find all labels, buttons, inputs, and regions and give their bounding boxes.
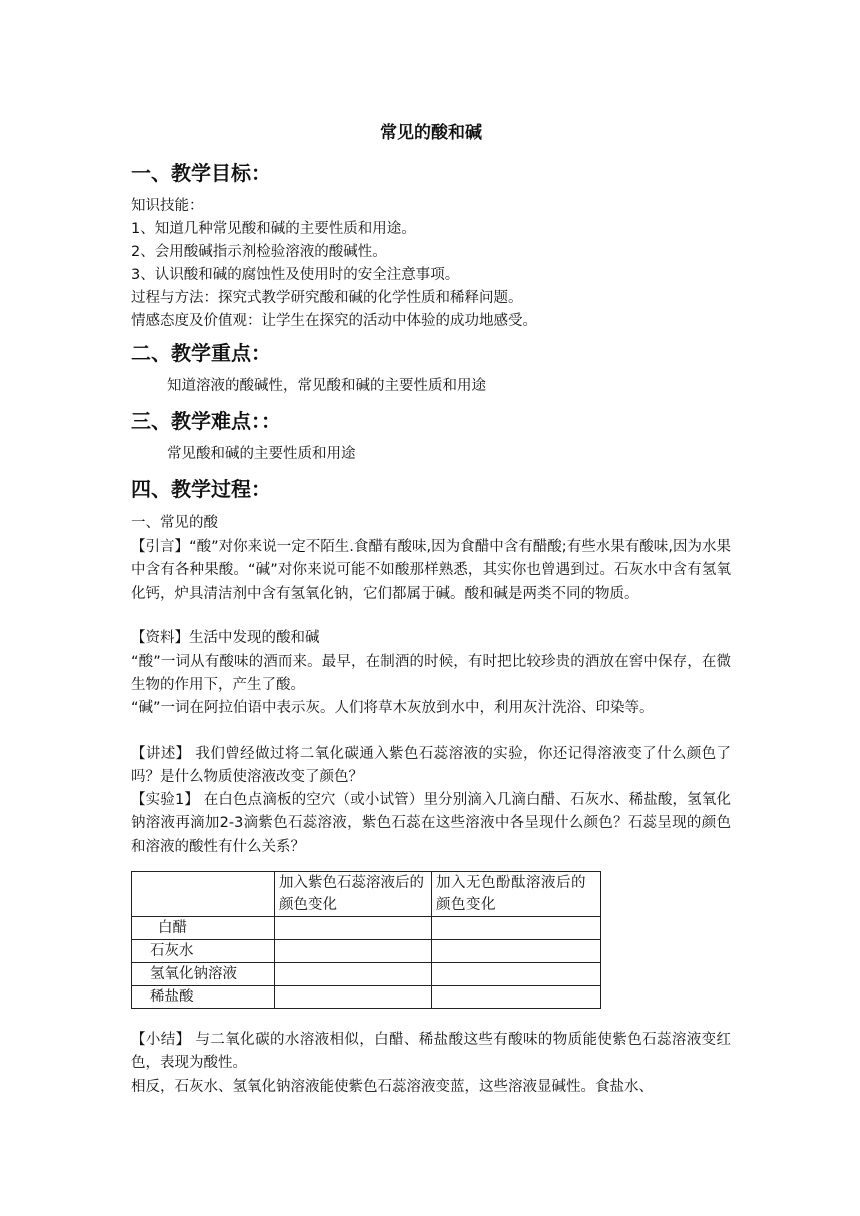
section-process-heading: 四、教学过程： <box>131 477 271 501</box>
table-row-label: 稀盐酸 <box>132 986 275 1009</box>
experiment-table <box>131 871 601 1009</box>
section-difficulties-heading: 三、教学难点：： <box>131 409 281 433</box>
table-row <box>132 940 601 963</box>
difficulties-text: 常见酸和碱的主要性质和用途 <box>167 446 356 462</box>
table-cell <box>432 986 601 1009</box>
table-header-row <box>132 872 601 917</box>
objective-line: 1、知道几种常见酸和碱的主要性质和用途。 <box>131 221 416 237</box>
subsection-title: 一、常见的酸 <box>131 515 218 531</box>
section-objectives-heading: 一、教学目标： <box>131 161 271 185</box>
table-row <box>132 963 601 986</box>
objective-line: 情感态度及价值观：让学生在探究的活动中体验的成功地感受。 <box>131 313 537 329</box>
material-title: 【资料】生活中发现的酸和碱 <box>131 630 320 646</box>
table-header-cell <box>132 872 275 917</box>
document-title: 常见的酸和碱 <box>380 123 482 143</box>
table-cell <box>432 940 601 963</box>
table-header-cell: 加入无色酚酞溶液后的颜色变化 <box>432 872 601 917</box>
lecture-paragraph: 【讲述】 我们曾经做过将二氧化碳通入紫色石蕊溶液的实验，你还记得溶液变了什么颜色了吗？是什么物质使溶液改变了颜色？ <box>131 746 731 786</box>
table-cell <box>432 963 601 986</box>
table-row-label: 石灰水 <box>132 940 275 963</box>
contrast-line: 相反，石灰水、氢氧化钠溶液能使紫色石蕊溶液变蓝，这些溶液显碱性。食盐水、 <box>131 1079 653 1095</box>
table-cell <box>432 917 601 940</box>
table-row-label: 白醋 <box>132 917 275 940</box>
intro-paragraph: 【引言】“酸”对你来说一定不陌生.食醋有酸味,因为食醋中含有醋酸;有些水果有酸味,因为水果中含有各种果酸。“碱”对你来说可能不如酸那样熟悉，其实你也曾遇到过。石灰水中含有氢氧化钙，炉具清洁剂中含有氢氧化钠，它们都属于碱。酸和碱是两类不同的物质。 <box>131 539 731 602</box>
summary-paragraph: 【小结】 与二氧化碳的水溶液相似，白醋、稀盐酸这些有酸味的物质能使紫色石蕊溶液变红色，表现为酸性。 <box>131 1032 731 1072</box>
objective-line: 3、认识酸和碱的腐蚀性及使用时的安全注意事项。 <box>131 267 460 283</box>
table-cell <box>275 917 432 940</box>
keypoints-text: 知道溶液的酸碱性，常见酸和碱的主要性质和用途 <box>167 378 486 394</box>
table-cell <box>275 940 432 963</box>
experiment-paragraph: 【实验1】 在白色点滴板的空穴（或小试管）里分别滴入几滴白醋、石灰水、稀盐酸，氢氧化钠溶液再滴加2-3滴紫色石蕊溶液，紫色石蕊在这些溶液中各呈现什么颜色？石蕊呈现的颜色和溶液的酸性有什么关系？ <box>131 792 731 855</box>
table-cell <box>275 986 432 1009</box>
table-row <box>132 917 601 940</box>
section-keypoints-heading: 二、教学重点： <box>131 341 271 365</box>
table-header-cell: 加入紫色石蕊溶液后的颜色变化 <box>275 872 432 917</box>
table-cell <box>275 963 432 986</box>
material-acid-paragraph: “酸”一词从有酸味的酒而来。最早，在制酒的时候，有时把比较珍贵的酒放在窖中保存，在微生物的作用下，产生了酸。 <box>131 654 731 694</box>
table-row <box>132 986 601 1009</box>
table-row-label: 氢氧化钠溶液 <box>132 963 275 986</box>
objective-line: 2、会用酸碱指示剂检验溶液的酸碱性。 <box>131 244 387 260</box>
objective-line: 知识技能： <box>131 198 204 214</box>
objective-line: 过程与方法：探究式教学研究酸和碱的化学性质和稀释问题。 <box>131 290 523 306</box>
material-base-paragraph: “碱”一词在阿拉伯语中表示灰。人们将草木灰放到水中，利用灰汁洗浴、印染等。 <box>131 700 654 716</box>
